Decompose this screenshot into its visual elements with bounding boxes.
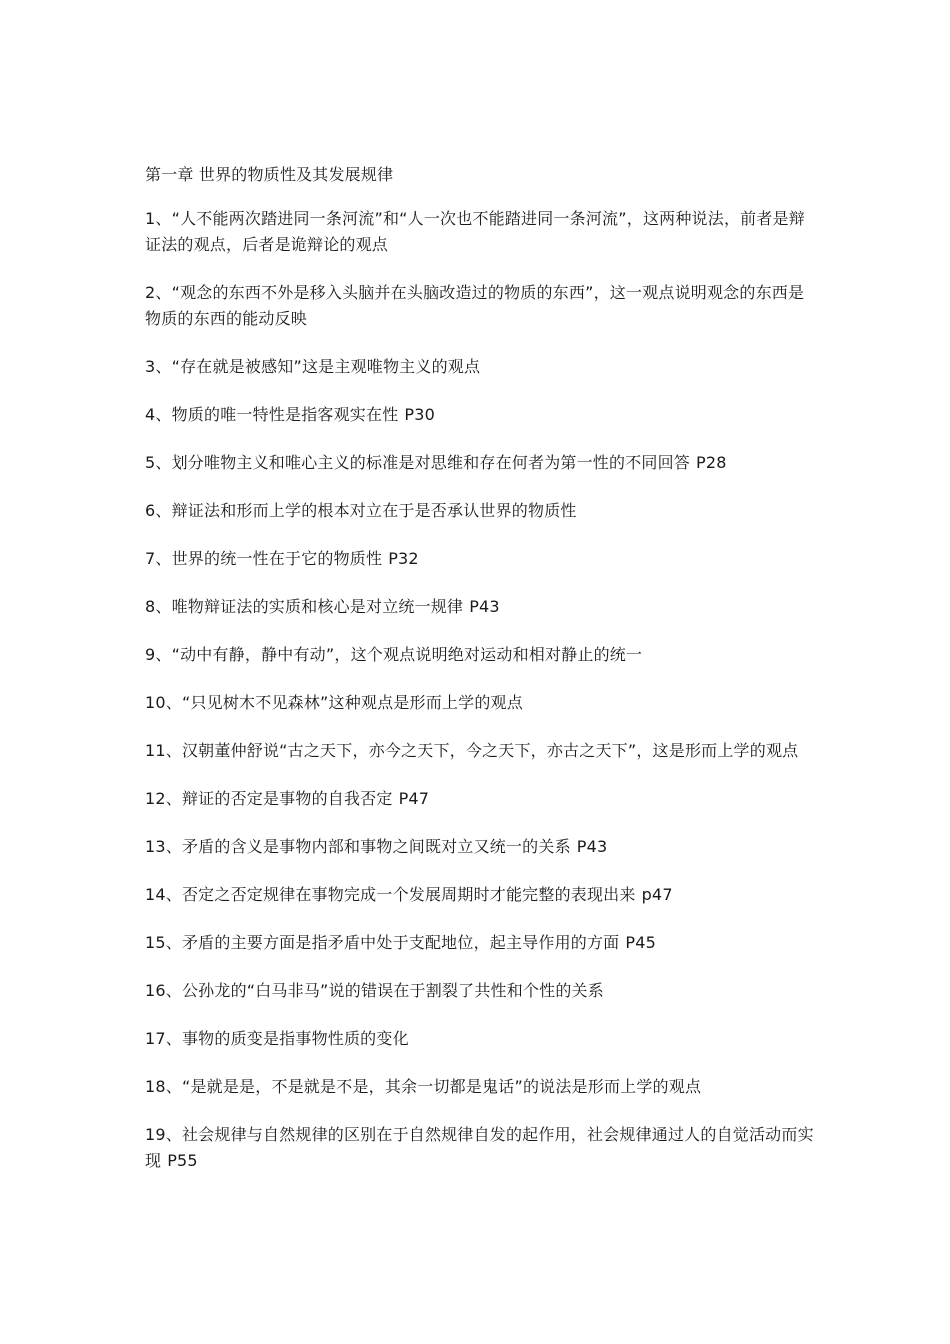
item-number: 11、 [145,741,182,760]
item-list [145,206,815,1174]
list-item [145,354,815,380]
page-reference: P55 [167,1151,198,1170]
item-text: “只见树木不见森林”这种观点是形而上学的观点 [181,693,523,712]
item-text: 汉朝董仲舒说“古之天下，亦今之天下，今之天下，亦古之天下”，这是形而上学的观点 [181,741,799,760]
item-number: 10、 [145,693,182,712]
item-text: “是就是是，不是就是不是，其余一切都是鬼话”的说法是形而上学的观点 [181,1077,702,1096]
item-text: 否定之否定规律在事物完成一个发展周期时才能完整的表现出来 [181,885,636,904]
item-text: “动中有静，静中有动”，这个观点说明绝对运动和相对静止的统一 [171,645,643,664]
list-item [145,594,815,620]
list-item [145,786,815,812]
chapter-title: 第一章 世界的物质性及其发展规律 [145,165,394,184]
item-text: “观念的东西不外是移入头脑并在头脑改造过的物质的东西”，这一观点说明观念的东西是物质的东西的能动反映 [145,283,805,328]
page-reference: P45 [625,933,656,952]
list-item [145,834,815,860]
item-text: 事物的质变是指事物性质的变化 [181,1029,409,1048]
item-number: 9、 [145,645,172,664]
item-number: 14、 [145,885,182,904]
page-reference: P28 [696,453,727,472]
page-reference: P30 [404,405,436,424]
item-text: 矛盾的含义是事物内部和事物之间既对立又统一的关系 [181,837,571,856]
item-number: 13、 [145,837,182,856]
item-number: 2、 [145,283,172,302]
item-number: 18、 [145,1077,182,1096]
list-item [145,1122,815,1174]
item-number: 7、 [145,549,172,568]
page-reference: P47 [398,789,430,808]
item-number: 19、 [145,1125,182,1144]
list-item [145,206,815,258]
item-text: “存在就是被感知”这是主观唯物主义的观点 [171,357,481,376]
item-number: 8、 [145,597,172,616]
item-number: 17、 [145,1029,182,1048]
list-item [145,402,815,428]
page-reference: P43 [469,597,500,616]
item-text: “人不能两次踏进同一条河流”和“人一次也不能踏进同一条河流”，这两种说法，前者是辩证法的观点，后者是诡辩论的观点 [145,209,805,254]
item-text: 辩证法和形而上学的根本对立在于是否承认世界的物质性 [171,501,577,520]
item-text: 辩证的否定是事物的自我否定 [181,789,393,808]
document-page [145,162,815,1196]
list-item [145,882,815,908]
item-number: 6、 [145,501,172,520]
page-reference: P43 [576,837,608,856]
list-item [145,930,815,956]
item-number: 16、 [145,981,182,1000]
item-text: 物质的唯一特性是指客观实在性 [171,405,399,424]
item-number: 15、 [145,933,182,952]
page-reference: P32 [388,549,419,568]
list-item [145,498,815,524]
item-number: 3、 [145,357,172,376]
item-number: 5、 [145,453,172,472]
item-text: 划分唯物主义和唯心主义的标准是对思维和存在何者为第一性的不同回答 [171,453,690,472]
list-item [145,738,815,764]
item-number: 4、 [145,405,172,424]
item-number: 1、 [145,209,172,228]
item-text: 公孙龙的“白马非马”说的错误在于割裂了共性和个性的关系 [181,981,604,1000]
list-item [145,546,815,572]
page-reference: p47 [641,885,673,904]
list-item [145,1026,815,1052]
list-item [145,690,815,716]
list-item [145,1074,815,1100]
item-number: 12、 [145,789,182,808]
list-item [145,642,815,668]
list-item [145,978,815,1004]
item-text: 社会规律与自然规律的区别在于自然规律自发的起作用，社会规律通过人的自觉活动而实现 [145,1125,814,1170]
item-text: 矛盾的主要方面是指矛盾中处于支配地位，起主导作用的方面 [181,933,620,952]
item-text: 唯物辩证法的实质和核心是对立统一规律 [171,597,464,616]
item-text: 世界的统一性在于它的物质性 [171,549,383,568]
list-item [145,280,815,332]
list-item [145,450,815,476]
